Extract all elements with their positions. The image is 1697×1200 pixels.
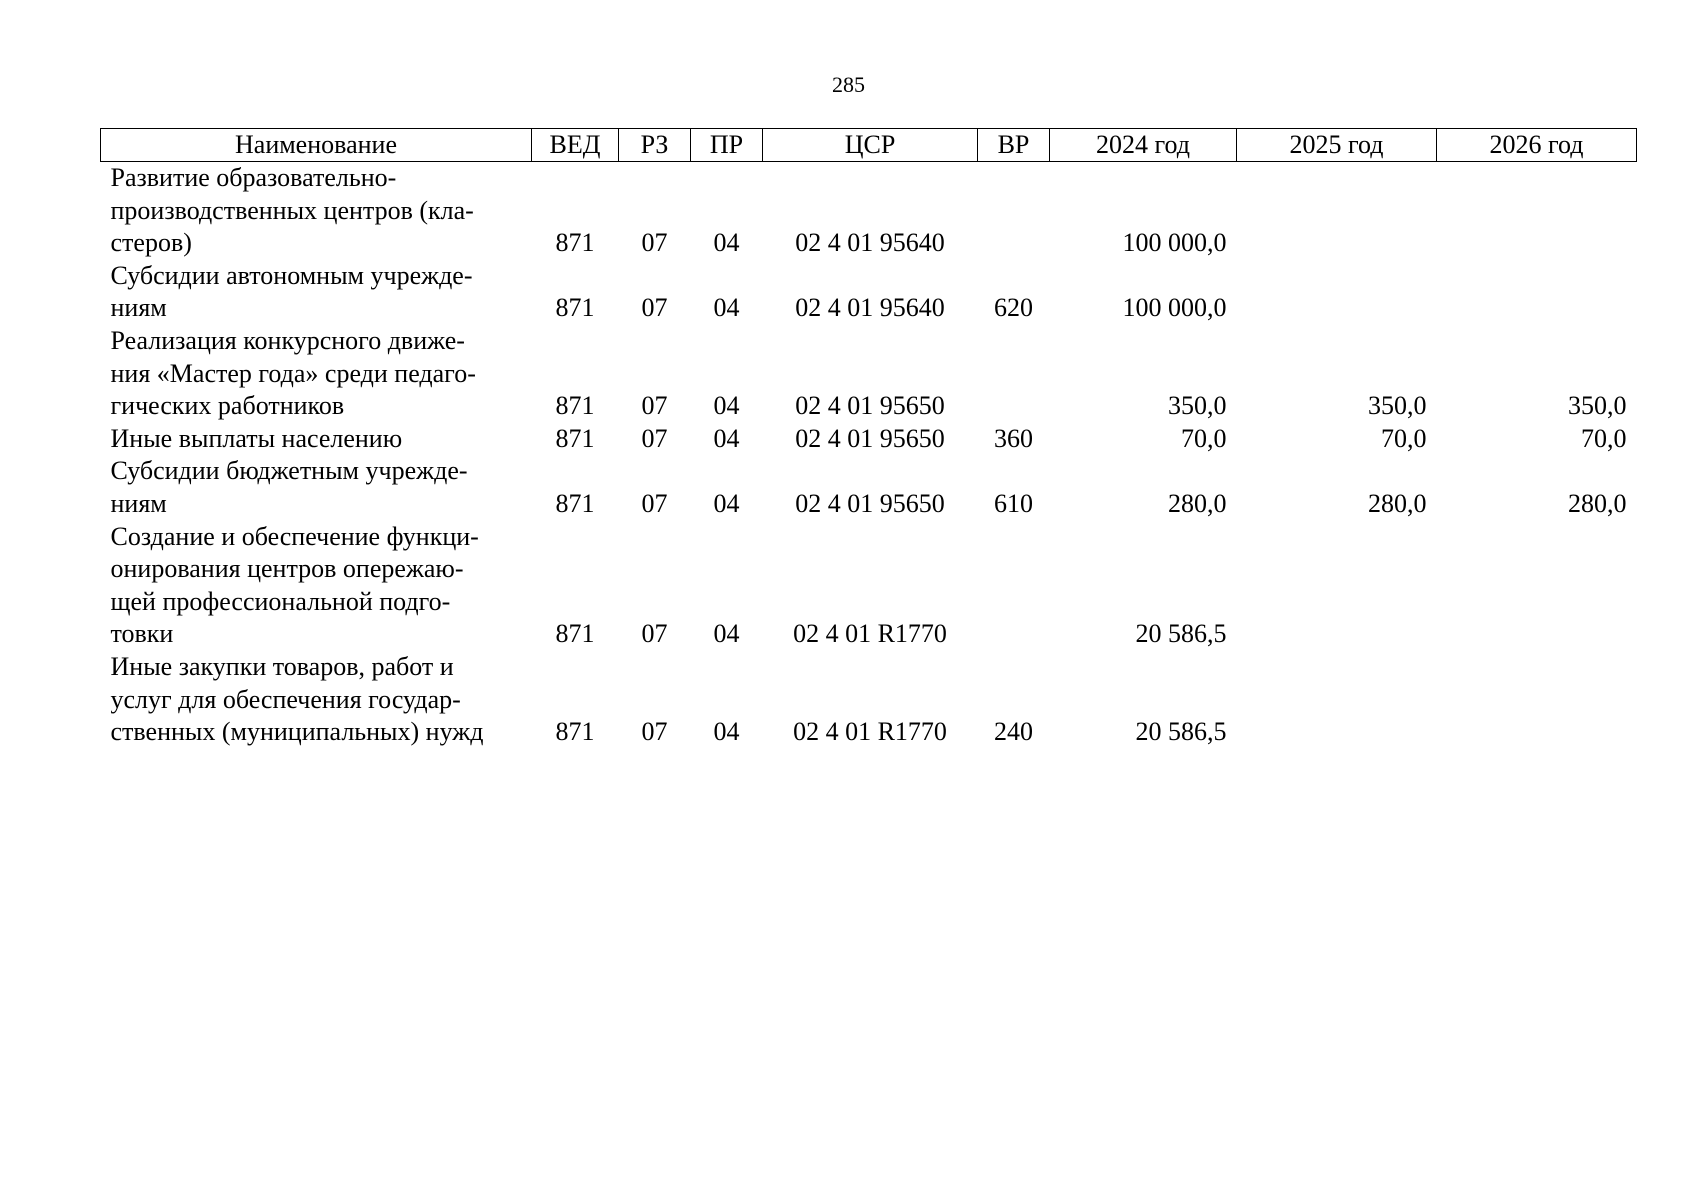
- cell-rz: 07: [641, 488, 668, 518]
- cell-pr: 04: [713, 488, 740, 518]
- header-rz: РЗ: [619, 129, 691, 162]
- cell-rz: 07: [641, 423, 668, 453]
- cell-ved: 871: [555, 488, 595, 518]
- cell-name-line: Реализация конкурсного движе-: [110, 325, 465, 355]
- cell-2025: [1237, 260, 1437, 325]
- header-2025: 2025 год: [1237, 129, 1437, 162]
- cell-csr: 02 4 01 95650: [795, 423, 945, 453]
- cell-name-line: щей профессиональной подго-: [110, 586, 451, 616]
- cell-2024: 280,0: [1168, 488, 1227, 518]
- cell-ved: 871: [555, 293, 595, 323]
- cell-name: [101, 423, 532, 456]
- cell-pr: 04: [713, 391, 740, 421]
- cell-csr: 02 4 01 95650: [795, 488, 945, 518]
- cell-ved: 871: [555, 423, 595, 453]
- table-header-row: [101, 129, 1637, 162]
- table-row: [101, 325, 1637, 423]
- cell-vr: 240: [994, 717, 1033, 747]
- cell-2024: 100 000,0: [1122, 293, 1227, 323]
- cell-2026: 350,0: [1568, 391, 1627, 421]
- table-row: [101, 260, 1637, 325]
- cell-csr: 02 4 01 R1770: [793, 717, 947, 747]
- cell-name-line: Иные закупки товаров, работ и: [110, 651, 454, 681]
- cell-name-line: ния «Мастер года» среди педаго-: [110, 358, 476, 388]
- cell-csr: 02 4 01 R1770: [793, 619, 947, 649]
- header-2024: 2024 год: [1050, 129, 1237, 162]
- cell-name-line: онирования центров опережаю-: [110, 554, 464, 584]
- cell-2025: [1237, 521, 1437, 651]
- table-row: [101, 162, 1637, 260]
- table-row: [101, 521, 1637, 651]
- header-name: Наименование: [101, 129, 532, 162]
- header-ved: ВЕД: [532, 129, 619, 162]
- cell-ved: 871: [555, 717, 595, 747]
- cell-name-line: товки: [110, 619, 174, 649]
- cell-name: [101, 325, 532, 423]
- header-pr: ПР: [691, 129, 763, 162]
- budget-table: [100, 128, 1637, 749]
- cell-rz: 07: [641, 619, 668, 649]
- header-2026: 2026 год: [1437, 129, 1637, 162]
- cell-vr: [978, 521, 1050, 651]
- cell-csr: 02 4 01 95650: [795, 391, 945, 421]
- cell-name-line: стеров): [110, 228, 192, 258]
- cell-2025: 350,0: [1368, 391, 1427, 421]
- cell-name: [101, 455, 532, 520]
- cell-pr: 04: [713, 717, 740, 747]
- table-header: [101, 129, 1637, 162]
- cell-rz: 07: [641, 228, 668, 258]
- cell-name-line: Создание и обеспечение функци-: [110, 521, 479, 551]
- cell-name-line: ниям: [110, 293, 167, 323]
- cell-rz: 07: [641, 293, 668, 323]
- cell-vr: 360: [994, 423, 1033, 453]
- cell-name-line: гических работников: [110, 391, 345, 421]
- cell-name-line: Иные выплаты населению: [110, 423, 403, 453]
- page-number: 285: [832, 72, 865, 97]
- cell-2025: [1237, 651, 1437, 749]
- cell-ved: 871: [555, 619, 595, 649]
- cell-vr: 620: [994, 293, 1033, 323]
- cell-name: [101, 162, 532, 260]
- cell-vr: [978, 325, 1050, 423]
- cell-vr: [978, 162, 1050, 260]
- cell-2025: 70,0: [1381, 423, 1427, 453]
- cell-pr: 04: [713, 293, 740, 323]
- cell-name: [101, 521, 532, 651]
- cell-rz: 07: [641, 717, 668, 747]
- cell-2026: [1437, 260, 1637, 325]
- cell-name-line: ниям: [110, 488, 167, 518]
- cell-2025: 280,0: [1368, 488, 1427, 518]
- cell-name-line: Развитие образовательно-: [110, 163, 397, 192]
- cell-csr: 02 4 01 95640: [795, 293, 945, 323]
- cell-ved: 871: [555, 228, 595, 258]
- header-vr: ВР: [978, 129, 1050, 162]
- cell-name-line: ственных (муниципальных) нужд: [110, 717, 484, 747]
- cell-name-line: производственных центров (кла-: [110, 195, 474, 225]
- cell-2026: [1437, 162, 1637, 260]
- cell-pr: 04: [713, 423, 740, 453]
- cell-2025: [1237, 162, 1437, 260]
- cell-name-line: услуг для обеспечения государ-: [110, 684, 461, 714]
- cell-2026: [1437, 521, 1637, 651]
- cell-ved: 871: [555, 391, 595, 421]
- table-row: [101, 651, 1637, 749]
- cell-name: [101, 260, 532, 325]
- cell-name-line: Субсидии автономным учрежде-: [110, 260, 473, 290]
- cell-rz: 07: [641, 391, 668, 421]
- cell-2024: 350,0: [1168, 391, 1227, 421]
- table-body: [101, 162, 1637, 749]
- cell-2026: 280,0: [1568, 488, 1627, 518]
- header-csr: ЦСР: [763, 129, 978, 162]
- cell-2026: 70,0: [1581, 423, 1627, 453]
- cell-pr: 04: [713, 619, 740, 649]
- cell-name: [101, 651, 532, 749]
- cell-2024: 100 000,0: [1122, 228, 1227, 258]
- cell-csr: 02 4 01 95640: [795, 228, 945, 258]
- cell-2024: 20 586,5: [1135, 717, 1227, 747]
- cell-name-line: Субсидии бюджетным учрежде-: [110, 456, 468, 486]
- cell-2026: [1437, 651, 1637, 749]
- cell-2024: 20 586,5: [1135, 619, 1227, 649]
- table-row: [101, 423, 1637, 456]
- cell-vr: 610: [994, 488, 1033, 518]
- cell-2024: 70,0: [1181, 423, 1227, 453]
- table-row: [101, 455, 1637, 520]
- cell-pr: 04: [713, 228, 740, 258]
